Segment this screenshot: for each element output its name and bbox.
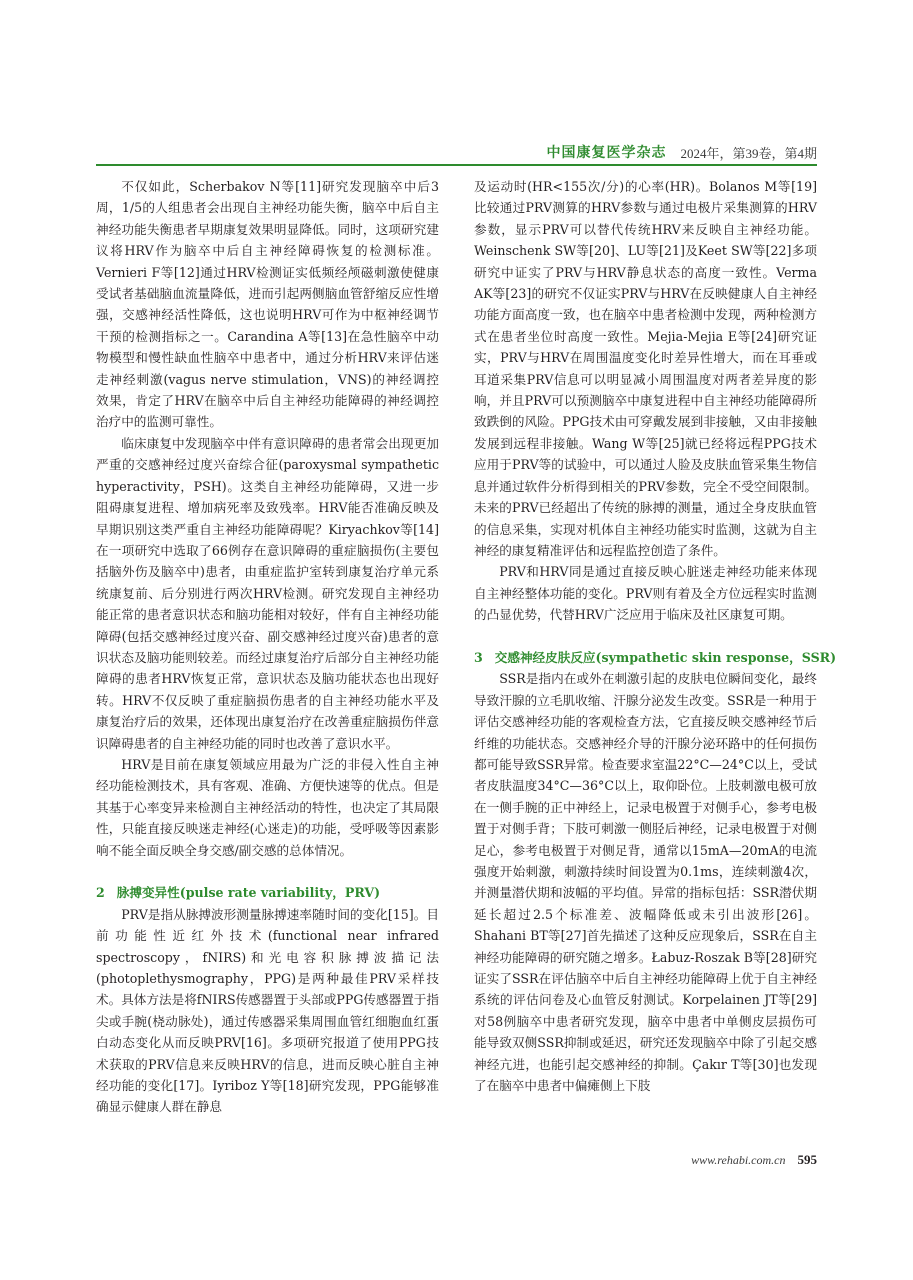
section-number: 3 — [474, 649, 483, 665]
section-number: 2 — [96, 885, 105, 901]
paragraph: 临床康复中发现脑卒中伴有意识障碍的患者常会出现更加严重的交感神经过度兴奋综合征(paroxysmal sympathetic hyperactivity，PSH)。这类自主神经功能障碍，又进一步阻碍康复进程、增加病死率及致残率。HRV能否准确反映及早期识别这类严重自主神经功能障碍呢？Kiryachkov等[14]在一项研究中选取了66例存在意识障碍的重症脑损伤(主要包括脑外伤及脑卒中)患者，由重症监护室转到康复治疗单元系统康复前、后分别进行两次HRV检测。研究发现自主神经功能正常的患者意识状态和脑功能相对较好，伴有自主神经功能障碍(包括交感神经过度兴奋、副交感神经过度兴奋)患者的意识状态及脑功能则较差。而经过康复治疗后部分自主神经功能障碍的患者HRV恢复正常，意识状态及脑功能状态也出现好转。HRV不仅反映了重症脑损伤患者的自主神经功能水平及康复治疗后的效果，还体现出康复治疗在改善重症脑损伤伴意识障碍患者的自主神经功能的同时也改善了意识水平。 — [96, 435, 439, 751]
section-gap — [96, 861, 439, 882]
left-column — [96, 176, 439, 1118]
paragraph: 及运动时(HR<155次/分)的心率(HR)。Bolanos M等[19]比较通过PRV测算的HRV参数与通过电极片采集测算的HRV参数，显示PRV可以替代传统HRV来反映自主神经功能。Weinschenk SW等[20]、LU等[21]及Keet SW等[22]多项研究中证实了PRV与HRV静息状态的高度一致性。Verma AK等[23]的研究不仅证实PRV与HRV在反映健康人自主神经功能方面高度一致，也在脑卒中患者检测中发现，两种检测方式在患者坐位时高度一致性。Mejia-Mejia E等[24]研究证实，PRV与HRV在周围温度变化时差异性增大，而在耳垂或耳道采集PRV信息可以明显减小周围温度对两者差异度的影响，并且PRV可以预测脑卒中康复进程中自主神经功能障碍所致跌倒的风险。PPG技术由可穿戴发展到非接触，又由非接触发展到远程非接触。Wang W等[25]就已经将远程PPG技术应用于PRV等的试验中，可以通过人脸及皮肤血管采集生物信息并通过软件分析得到相关的PRV参数，完全不受空间限制。未来的PRV已经超出了传统的脉搏的测量，通过全身皮肤血管的信息采集，实现对机体自主神经功能实时监测，这就为自主神经的康复精准评估和远程监控创造了条件。 — [474, 179, 817, 558]
page-footer — [96, 1152, 817, 1168]
page-number: 595 — [797, 1152, 817, 1167]
header-rule — [96, 164, 817, 166]
section-title: 脉搏变异性(pulse rate variability，PRV) — [116, 885, 381, 901]
paragraph: 不仅如此，Scherbakov N等[11]研究发现脑卒中后3周，1/5的人组患者会出现自主神经功能失衡，脑卒中后自主神经功能失衡患者早期康复效果明显降低。同时，这项研究建议将HRV作为脑卒中后自主神经障碍恢复的检测标准。Vernieri F等[12]通过HRV检测证实低频经颅磁刺激使健康受试者基础脑血流量降低，进而引起两侧脑血管舒缩反应性增强，交感神经活性降低，这也说明HRV可作为中枢神经调节干预的检测指标之一。Carandina A等[13]在急性脑卒中动物模型和慢性缺血性脑卒中患者中，通过分析HRV来评估迷走神经刺激(vagus nerve stimulation，VNS)的神经调控效果，肯定了HRV在脑卒中后自主神经功能障碍的神经调控治疗中的监测可靠性。 — [96, 179, 439, 430]
section-gap — [474, 626, 817, 647]
paragraph: SSR是指内在或外在刺激引起的皮肤电位瞬间变化，最终导致汗腺的立毛肌收缩、汗腺分泌发生改变。SSR是一种用于评估交感神经功能的客观检查方法，它直接反映交感神经节后纤维的功能状态。交感神经介导的汗腺分泌环路中的任何损伤都可能导致SSR异常。检查要求室温22°C—24°C以上，受试者皮肤温度34°C—36°C以上，取仰卧位。上肢刺激电极可放在一侧手腕的正中神经上，记录电极置于对侧手心，参考电极置于对侧手背；下肢可刺激一侧胫后神经，记录电极置于对侧足心，参考电极置于对侧足背，通常以15mA—20mA的电流强度开始刺激，刺激持续时间设置为0.1ms，连续刺激4次，并测量潜伏期和波幅的平均值。异常的指标包括：SSR潜伏期延长超过2.5个标准差、波幅降低或未引出波形[26]。Shahani BT等[27]首先描述了这种反应现象后，SSR在自主神经功能障碍的研究随之增多。Łabuz-Roszak B等[28]研究证实了SSR在评估脑卒中后自主神经功能障碍上优于自主神经系统的评估问卷及心血管反射测试。Korpelainen JT等[29]对58例脑卒中患者研究发现，脑卒中患者中单侧皮层损伤可能导致双侧SSR抑制或延迟，研究还发现脑卒中除了引起交感神经亢进，也能引起交感神经的抑制。Çakır T等[30]也发现了在脑卒中患者中偏瘫侧上下肢 — [474, 671, 817, 1094]
journal-url: www.rehabi.com.cn — [691, 1153, 786, 1167]
section-title: 交感神经皮肤反应(sympathetic skin response，SSR) — [494, 649, 837, 665]
right-column — [474, 176, 837, 1096]
section-heading-2 — [96, 882, 439, 903]
page-header — [96, 140, 817, 164]
journal-name: 中国康复医学杂志 — [546, 146, 667, 161]
paragraph: PRV和HRV同是通过直接反映心脏迷走神经功能来体现自主神经整体功能的变化。PRV则有着及全方位远程实时监测的凸显优势，代替HRV广泛应用于临床及社区康复可期。 — [474, 564, 817, 623]
issue-info: 2024年，第39卷，第4期 — [680, 145, 817, 161]
paragraph: PRV是指从脉搏波形测量脉搏速率随时间的变化[15]。目前功能性近红外技术(functional near infrared spectroscopy，fNIRS)和光电容积脉搏波描记法(photoplethysmography，PPG)是两种最佳PRV采样技术。具体方法是将fNIRS传感器置于头部或PPG传感器置于指尖或手腕(桡动脉处)，通过传感器采集周围血管红细胞血红蛋白动态变化从而反映PRV[16]。多项研究报道了使用PPG技术获取的PRV信息来反映HRV的信息，进而反映心脏自主神经功能的变化[17]。Iyriboz Y等[18]研究发现，PPG能够准确显示健康人群在静息 — [96, 906, 439, 1115]
section-heading-3 — [474, 647, 837, 668]
paragraph: HRV是目前在康复领域应用最为广泛的非侵入性自主神经功能检测技术，具有客观、准确、方便快速等的优点。但是其基于心率变异来检测自主神经活动的特性，也决定了其局限性，只能直接反映迷走神经(心迷走)的功能，受呼吸等因素影响不能全面反映全身交感/副交感的总体情况。 — [96, 756, 439, 858]
